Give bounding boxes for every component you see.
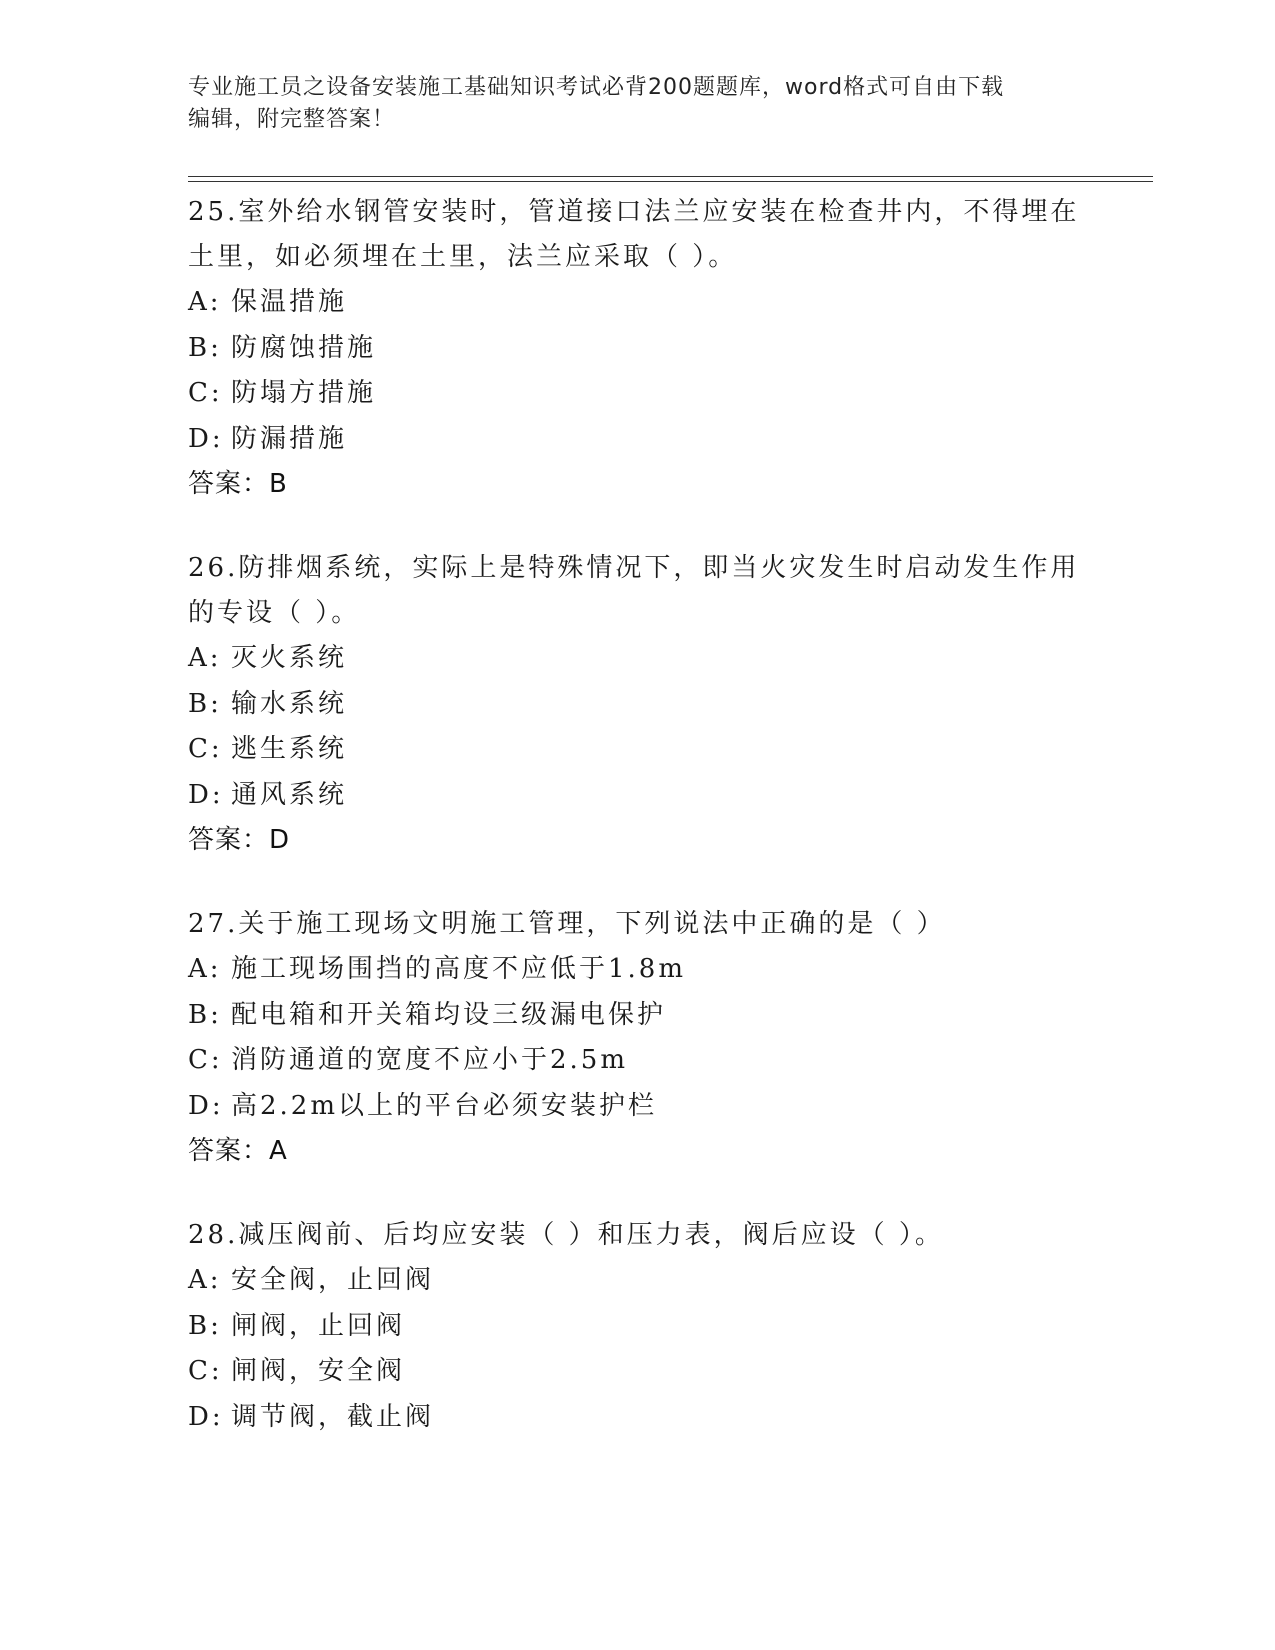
option-label: D: [188, 423, 224, 454]
option-text: 调节阀，截止阀 [231, 1401, 435, 1432]
option-a [188, 1258, 1088, 1304]
option-a [188, 280, 1088, 326]
option-text: 闸阀，安全阀 [231, 1356, 406, 1386]
option-b [188, 326, 1088, 372]
option-text: 配电箱和开关箱均设三级漏电保护 [231, 999, 667, 1030]
option-label: C: [188, 1356, 223, 1386]
header-divider-top [188, 176, 1153, 177]
question-list [188, 190, 1088, 1479]
header-title-line-2: 编辑，附完整答案！ [188, 107, 396, 132]
option-d [188, 417, 1088, 463]
question-27 [188, 902, 1088, 1174]
option-label: B: [188, 332, 222, 363]
option-c [188, 371, 1088, 417]
option-text: 逃生系统 [231, 734, 348, 764]
option-label: A: [188, 287, 222, 317]
question-28 [188, 1213, 1088, 1440]
question-stem-line: 26.防排烟系统，实际上是特殊情况下，即当火灾发生时启动发生作用 [188, 553, 1080, 583]
answer-value: B [269, 469, 288, 499]
option-c [188, 727, 1088, 773]
option-d [188, 1395, 1088, 1441]
option-b [188, 1304, 1088, 1350]
option-d [188, 773, 1088, 819]
option-c [188, 1038, 1088, 1084]
question-stem-line: 25.室外给水钢管安装时，管道接口法兰应安装在检查井内，不得埋在 [188, 197, 1080, 227]
option-a [188, 636, 1088, 682]
option-b [188, 993, 1088, 1039]
answer-line [188, 1129, 1088, 1174]
document-header [188, 72, 1068, 136]
answer-label: 答案： [188, 825, 270, 855]
option-text: 消防通道的宽度不应小于2.5m [231, 1045, 629, 1075]
question-stem-line: 28.减压阀前、后均应安装（ ）和压力表，阀后应设（ ）。 [188, 1220, 944, 1250]
header-divider-bottom [188, 181, 1153, 182]
option-text: 安全阀，止回阀 [231, 1265, 435, 1295]
option-text: 通风系统 [231, 779, 348, 810]
answer-value: A [269, 1136, 288, 1166]
option-label: B: [188, 999, 222, 1030]
answer-label: 答案： [188, 469, 270, 499]
option-label: A: [188, 1265, 222, 1295]
question-26 [188, 546, 1088, 863]
answer-value: D [269, 825, 291, 855]
option-text: 输水系统 [231, 688, 348, 719]
answer-line [188, 818, 1088, 863]
option-text: 保温措施 [231, 287, 348, 317]
option-d [188, 1084, 1088, 1130]
option-label: D: [188, 779, 224, 810]
option-c [188, 1349, 1088, 1395]
option-text: 防塌方措施 [231, 378, 377, 408]
option-text: 施工现场围挡的高度不应低于1.8m [231, 954, 687, 984]
option-text: 高2.2m以上的平台必须安装护栏 [231, 1090, 658, 1121]
question-stem-line: 的专设（ ）。 [188, 598, 361, 628]
question-25 [188, 190, 1088, 507]
option-text: 防腐蚀措施 [231, 332, 377, 363]
option-label: B: [188, 688, 222, 719]
option-text: 灭火系统 [231, 643, 348, 673]
option-label: D: [188, 1090, 224, 1121]
option-text: 闸阀，止回阀 [231, 1310, 406, 1341]
option-label: A: [188, 643, 222, 673]
question-stem-line: 27.关于施工现场文明施工管理，下列说法中正确的是（ ） [188, 909, 946, 939]
option-a [188, 947, 1088, 993]
option-text: 防漏措施 [231, 423, 348, 454]
option-label: D: [188, 1401, 224, 1432]
question-stem-line: 土里，如必须埋在土里，法兰应采取（ ）。 [188, 242, 738, 272]
option-b [188, 682, 1088, 728]
option-label: C: [188, 378, 223, 408]
option-label: C: [188, 1045, 223, 1075]
option-label: C: [188, 734, 223, 764]
option-label: A: [188, 954, 222, 984]
header-title-line-1: 专业施工员之设备安装施工基础知识考试必背200题题库，word格式可自由下载 [188, 75, 1005, 100]
option-label: B: [188, 1310, 222, 1341]
answer-label: 答案： [188, 1136, 270, 1166]
answer-line [188, 462, 1088, 507]
